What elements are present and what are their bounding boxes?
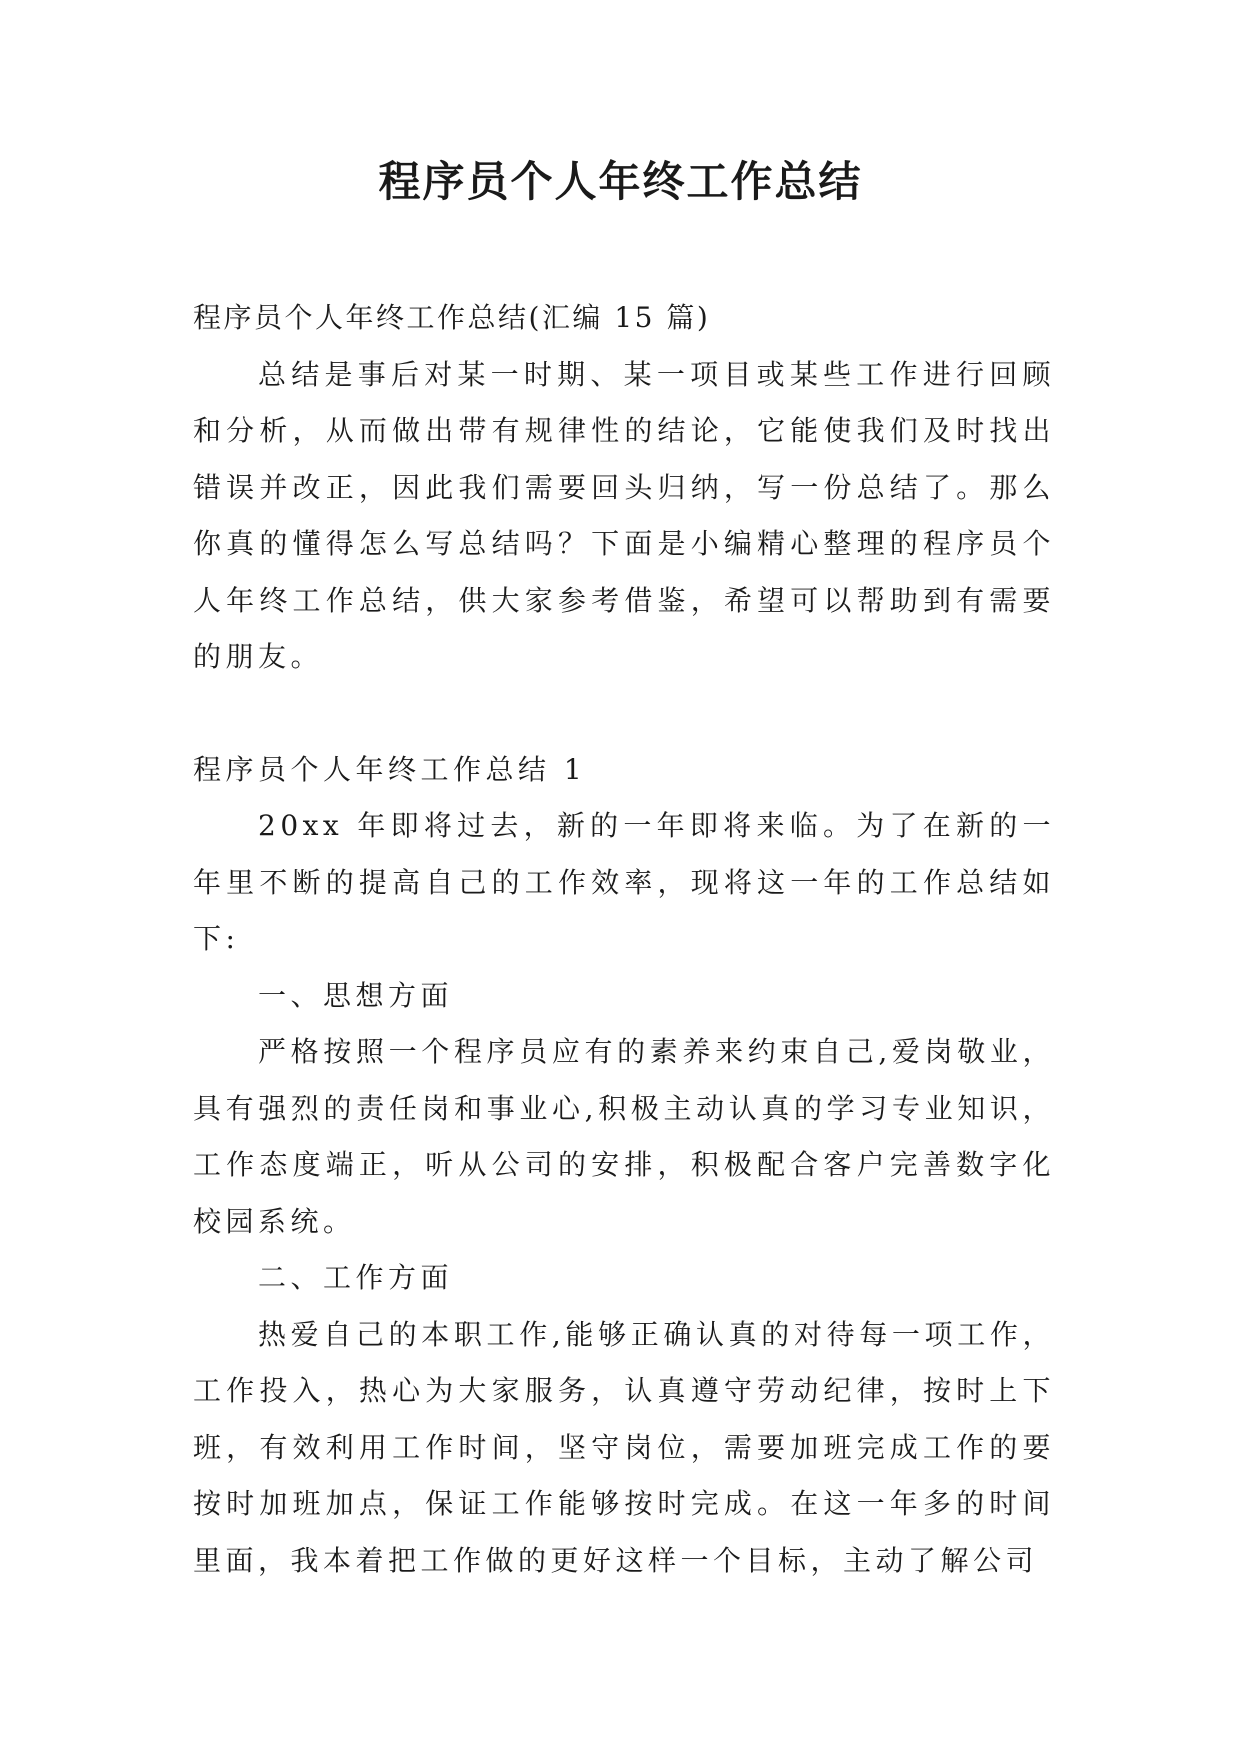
point-text-thought: 严格按照一个程序员应有的素养来约束自己,爱岗敬业，具有强烈的责任岗和事业心,积极主动认真的学习专业知识，工作态度端正，听从公司的安排，积极配合客户完善数字化校园系统。 [193,1035,1055,1238]
point-heading-thought: 一、思想方面 [258,978,454,1012]
intro-paragraph: 总结是事后对某一时期、某一项目或某些工作进行回顾和分析，从而做出带有规律性的结论，它能使我们及时找出错误并改正，因此我们需要回头归纳，写一份总结了。那么你真的懂得怎么写总结吗？下面是小编精心整理的程序员个人年终工作总结，供大家参考借鉴，希望可以帮助到有需要的朋友。 [193,357,1055,673]
section-paragraph: 20xx 年即将过去，新的一年即将来临。为了在新的一年里不断的提高自己的工作效率，现将这一年的工作总结如下: [193,809,1055,955]
section-spacer [193,686,1055,742]
point-text-work: 热爱自己的本职工作,能够正确认真的对待每一项工作，工作投入，热心为大家服务，认真遵守劳动纪律，按时上下班，有效利用工作时间，坚守岗位，需要加班完成工作的要按时加班加点，保证工作能够按时完成。在这一年多的时间里面，我本着把工作做的更好这样一个目标，主动了解公司 [193,1317,1055,1577]
section-heading: 程序员个人年终工作总结 1 [193,752,587,786]
document-title: 程序员个人年终工作总结 [378,157,863,206]
document-body [193,290,1055,1589]
document-subtitle: 程序员个人年终工作总结(汇编 15 篇) [193,301,711,334]
point-heading-work: 二、工作方面 [258,1261,454,1294]
